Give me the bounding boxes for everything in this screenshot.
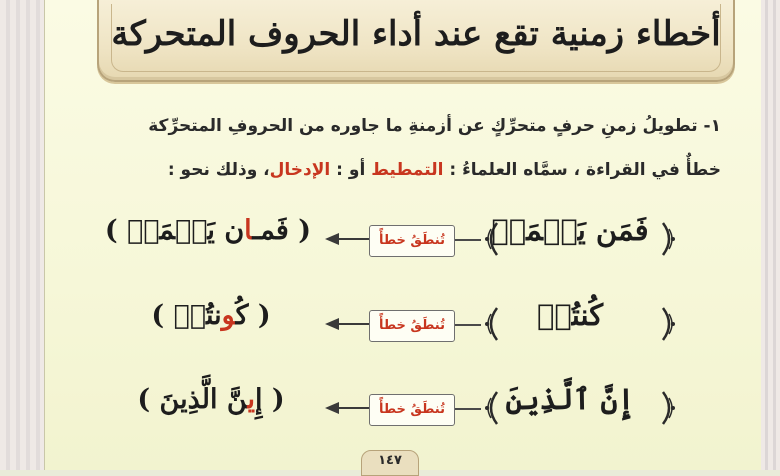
- wrong-pronunciation: [111, 300, 311, 331]
- added-letter: ا: [244, 215, 253, 246]
- page-number: ١٤٧: [361, 450, 419, 476]
- added-letter: ي: [247, 384, 255, 415]
- wrong-label-badge: تُنطَقُ خطأً: [369, 225, 455, 257]
- wrong-label-badge: تُنطَقُ خطأً: [369, 310, 455, 342]
- wrong-pronunciation: [104, 215, 311, 246]
- wrong-pronunciation-end: ن يَعۡمَلۡ ): [104, 215, 245, 246]
- title-banner: [97, 0, 735, 82]
- ornate-bracket-icon: [657, 390, 679, 426]
- wrong-pronunciation-end: نتُمۡ ): [151, 300, 222, 331]
- connector-line: [455, 239, 481, 241]
- book-page: [44, 0, 761, 470]
- page-title: أخطاء زمنية تقع عند أداء الحروف المتحركة: [111, 14, 721, 54]
- ornate-bracket-icon: [657, 221, 679, 257]
- body-line-2-mid: أو :: [330, 160, 372, 180]
- page-edge-stripes: [760, 0, 780, 470]
- quran-word: كُنتُمۡ: [536, 298, 604, 332]
- quran-word: إِنَّ ٱلَّذِينَ: [505, 382, 635, 416]
- connector-line: [455, 324, 481, 326]
- wrong-pronunciation-end: نَّ الَّذِينَ ): [137, 384, 248, 415]
- quran-word: فَمَن يَعۡمَلۡ: [491, 213, 649, 247]
- body-line-1: ١- تطويلُ زمنِ حرفٍ متحرِّكٍ عن أزمنةِ ما جاوره من الحروفِ المتحرِّكة: [148, 116, 721, 136]
- example-row: [45, 378, 761, 434]
- body-line-2: [75, 160, 721, 180]
- term-idkhal: الإدخال: [269, 160, 331, 180]
- wrong-label-badge: تُنطَقُ خطأً: [369, 394, 455, 426]
- wrong-pronunciation-start: ( فَمـ: [252, 215, 311, 246]
- term-tamteet: التمطيط: [371, 160, 444, 180]
- wrong-pronunciation-start: ( كُ: [235, 300, 271, 331]
- example-row: [45, 294, 761, 350]
- body-line-2-end: ، وذلك نحو :: [167, 160, 270, 180]
- example-row: [45, 209, 761, 265]
- book-spine-stripes: [0, 0, 44, 470]
- added-letter: و: [221, 300, 236, 331]
- wrong-pronunciation-start: ( إِ: [254, 384, 285, 415]
- connector-line: [455, 408, 481, 410]
- ornate-bracket-icon: [657, 306, 679, 342]
- wrong-pronunciation: [111, 384, 311, 415]
- body-line-2-start: خطأٌ في القراءة ، سمَّاه العلماءُ :: [443, 160, 721, 180]
